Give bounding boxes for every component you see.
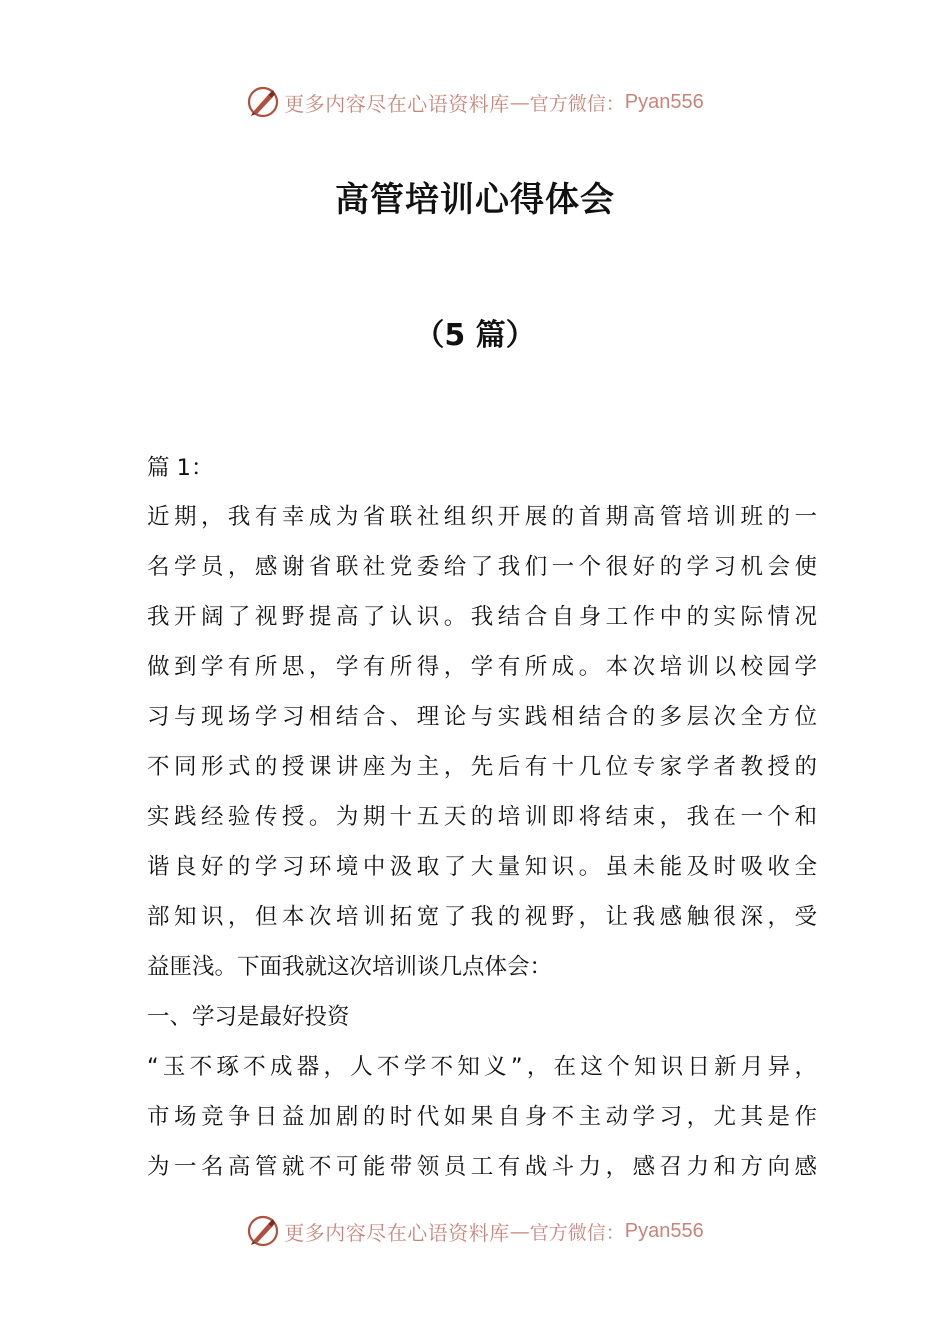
banner-separator: —	[509, 90, 530, 114]
paragraph-line: 谐良好的学习环境中汲取了大量知识。虽未能及时吸收全	[147, 854, 817, 880]
paragraph-line: 近期，我有幸成为省联社组织开展的首期高管培训班的一	[147, 504, 817, 530]
subsection-heading: 一、学习是最好投资	[147, 1004, 350, 1030]
paragraph-line: 市场竞争日益加剧的时代如果自身不主动学习，尤其是作	[147, 1104, 817, 1130]
document-subtitle: （5 篇）	[414, 318, 536, 353]
banner-wechat-label: 官方微信：	[529, 1221, 625, 1244]
paragraph-line: “玉不琢不成器，人不学不知义”，在这个知识日新月异，	[147, 1054, 817, 1080]
paragraph-line: 名学员，感谢省联社党委给了我们一个很好的学习机会使	[147, 554, 817, 580]
paragraph-line: 我开阔了视野提高了认识。我结合自身工作中的实际情况	[147, 604, 817, 630]
banner-wechat-id: Pyan556	[624, 1219, 704, 1242]
pen-logo-icon	[246, 85, 280, 119]
paragraph-line: 不同形式的授课讲座为主，先后有十几位专家学者教授的	[147, 754, 817, 780]
footer-banner	[0, 1211, 950, 1251]
paragraph-line: 为一名高管就不可能带领员工有战斗力，感召力和方向感	[147, 1154, 817, 1180]
paragraph-line: 习与现场学习相结合、理论与实践相结合的多层次全方位	[147, 704, 817, 730]
header-banner	[0, 82, 950, 122]
banner-wechat-id: Pyan556	[624, 90, 704, 113]
document-body	[147, 445, 817, 1192]
paragraph-line: 实践经验传授。为期十五天的培训即将结束，我在一个和	[147, 804, 817, 830]
paragraph-line: 做到学有所思，学有所得，学有所成。本次培训以校园学	[147, 654, 817, 680]
paragraph-line: 部知识，但本次培训拓宽了我的视野，让我感触很深，受	[147, 904, 817, 930]
document-title: 高管培训心得体会	[335, 180, 615, 220]
banner-main-text: 更多内容尽在心语资料库	[284, 1220, 510, 1245]
paragraph-line: 益匪浅。下面我就这次培训谈几点体会：	[147, 954, 553, 980]
banner-separator: —	[509, 1219, 530, 1243]
banner-wechat-label: 官方微信：	[529, 92, 625, 115]
section-heading: 篇 1：	[147, 455, 214, 481]
banner-main-text: 更多内容尽在心语资料库	[284, 91, 510, 116]
pen-logo-icon	[246, 1214, 280, 1248]
